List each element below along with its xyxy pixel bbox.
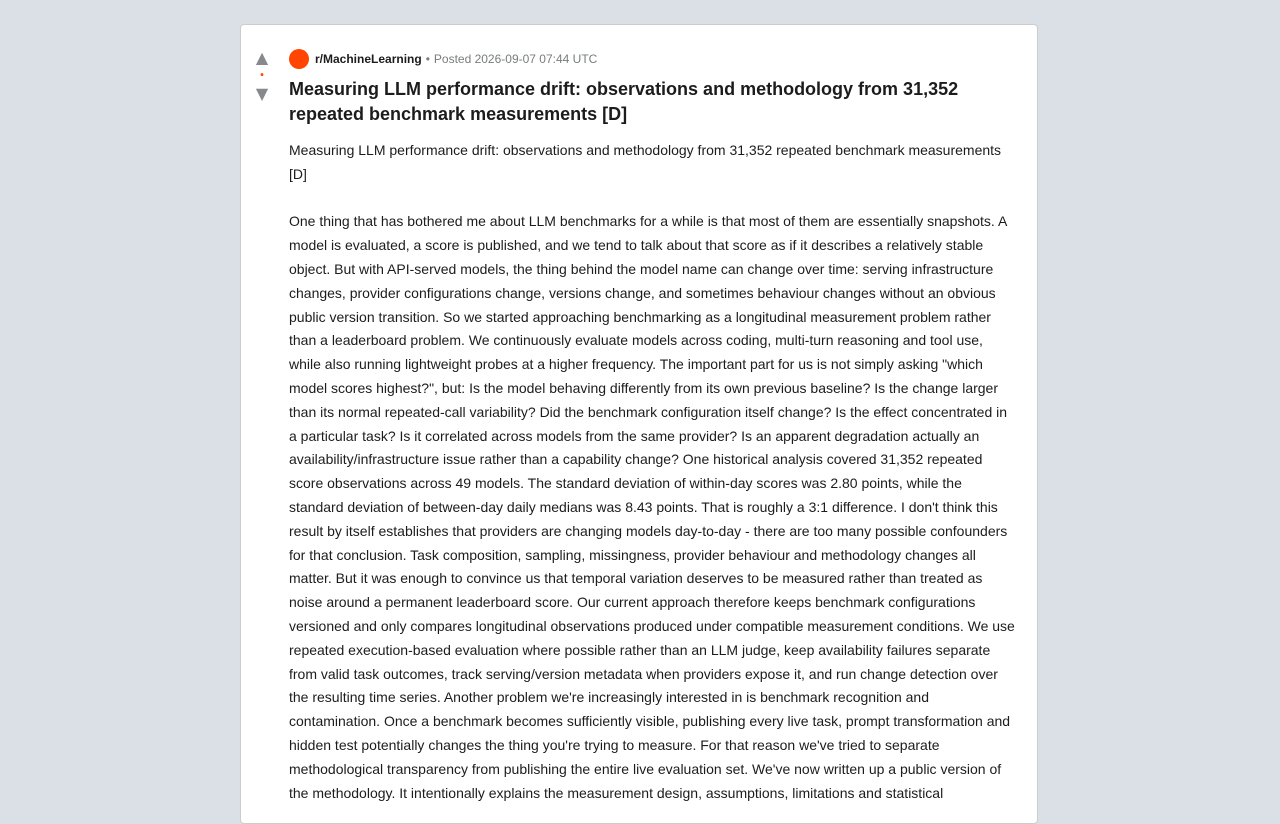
post-title[interactable]: Measuring LLM performance drift: observations and methodology from 31,352 repeated benchmark measurements [D] bbox=[289, 79, 959, 124]
posted-timestamp: Posted 2026-09-07 07:44 UTC bbox=[433, 52, 598, 66]
subreddit-link[interactable]: r/MachineLearning bbox=[315, 52, 422, 66]
meta-separator: • bbox=[425, 52, 430, 66]
post-content bbox=[289, 49, 1017, 805]
downvote-arrow-icon[interactable]: ▼ bbox=[255, 84, 269, 103]
post-meta bbox=[289, 49, 1017, 69]
post-body: Measuring LLM performance drift: observations and methodology from 31,352 repeated benchmark measurements [D] One thing that has bothered me about LLM benchmarks for a while is that most of them are essentially snapshots. A model is evaluated, a score is published, and we tend to talk about that score as if it describes a relatively stable object. But with API-served models, the thing behind the model name can change over time: serving infrastructure changes, provider configurations change, versions change, and sometimes behaviour changes without an obvious public version transition. So we started approaching benchmarking as a longitudinal measurement problem rather than a leaderboard problem. We continuously evaluate models across coding, multi-turn reasoning and tool use, while also running lightweight probes at a higher frequency. The important part for us is not simply asking "which model scores highest?", but: Is the model behaving differently from its own previous baseline? Is the change larger than its normal repeated-call variability? Did the benchmark configuration itself change? Is the effect concentrated in a particular task? Is it correlated across models from the same provider? Is an apparent degradation actually an availability/infrastructure issue rather than a capability change? One historical analysis covered 31,352 repeated score observations across 49 models. The standard deviation of within-day scores was 2.80 points, while the standard deviation of between-day daily medians was 8.43 points. That is roughly a 3:1 difference. I don't think this result by itself establishes that providers are changing models day-to-day - there are too many possible confounders for that conclusion. Task composition, sampling, missingness, provider behaviour and methodology changes all matter. But it was enough to convince us that temporal variation deserves to be measured rather than treated as noise around a permanent leaderboard score. Our current approach therefore keeps benchmark configurations versioned and only compares longitudinal observations produced under compatible measurement conditions. We use repeated execution-based evaluation where possible rather than an LLM judge, keep availability failures separate from valid task outcomes, track serving/version metadata when providers expose it, and run change detection over the resulting time series. Another problem we're increasingly interested in is benchmark recognition and contamination. Once a benchmark becomes sufficiently visible, publishing every live task, prompt transformation and hidden test potentially changes the thing you're trying to measure. For that reason we've tried to separate methodological transparency from publishing the entire live evaluation set. We've now written up a public version of the methodology. It intentionally explains the measurement design, assumptions, limitations and statistical bbox=[289, 142, 1015, 801]
vote-score: • bbox=[260, 70, 264, 81]
upvote-arrow-icon[interactable]: ▲ bbox=[255, 48, 269, 67]
post-card bbox=[240, 24, 1038, 824]
subreddit-avatar-icon[interactable] bbox=[289, 49, 309, 69]
vote-column bbox=[251, 49, 273, 103]
